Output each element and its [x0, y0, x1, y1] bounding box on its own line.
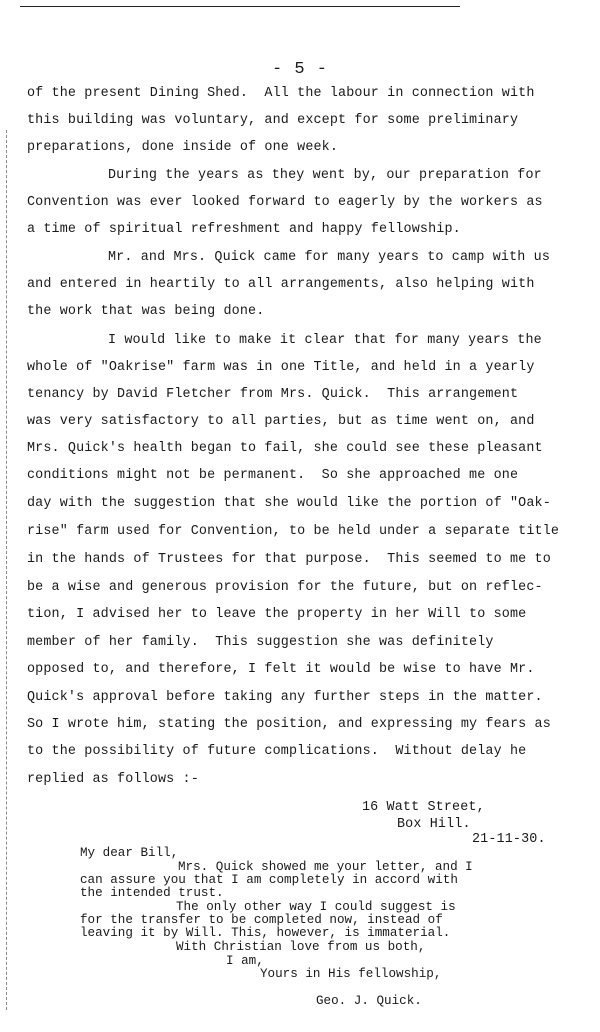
- letter-line: Mrs. Quick showed me your letter, and I: [178, 860, 473, 874]
- body-line: preparations, done inside of one week.: [27, 140, 339, 155]
- body-line: tion, I advised her to leave the property in her Will to some: [27, 607, 527, 622]
- body-line: in the hands of Trustees for that purpose. This seemed to me to: [27, 552, 551, 567]
- body-line: opposed to, and therefore, I felt it would be wise to have Mr.: [27, 662, 535, 677]
- page-number: - 5 -: [272, 60, 329, 79]
- letter-line: for the transfer to be completed now, instead of: [80, 913, 443, 927]
- scan-left-edge: [6, 130, 7, 1010]
- letter-signature: Geo. J. Quick.: [316, 994, 422, 1008]
- body-line: During the years as they went by, our preparation for: [108, 168, 542, 183]
- body-line: I would like to make it clear that for many years the: [108, 333, 542, 348]
- letter-line: With Christian love from us both,: [176, 940, 426, 954]
- body-line: be a wise and generous provision for the future, but on reflec-: [27, 580, 543, 595]
- body-line: conditions might not be permanent. So she approached me one: [27, 468, 519, 483]
- letter-closing: Yours in His fellowship,: [260, 967, 442, 981]
- letter-line: the intended trust.: [80, 886, 224, 900]
- body-line: Convention was ever looked forward to eagerly by the workers as: [27, 195, 543, 210]
- body-line: rise" farm used for Convention, to be held under a separate title: [27, 524, 560, 539]
- body-line: day with the suggestion that she would like the portion of "Oak-: [27, 496, 551, 511]
- body-line: Mrs. Quick's health began to fail, she could see these pleasant: [27, 441, 543, 456]
- letter-date: 21-11-30.: [472, 832, 546, 847]
- page-top-rule: [20, 6, 460, 7]
- body-line: the work that was being done.: [27, 304, 265, 319]
- letter-address-street: 16 Watt Street,: [362, 800, 485, 815]
- letter-line: leaving it by Will. This, however, is immaterial.: [80, 926, 451, 940]
- body-line: So I wrote him, stating the position, and expressing my fears as: [27, 717, 551, 732]
- letter-line: can assure you that I am completely in accord with: [80, 873, 458, 887]
- letter-line: I am,: [226, 954, 264, 968]
- body-line: replied as follows :-: [27, 772, 199, 787]
- body-line: of the present Dining Shed. All the labour in connection with: [27, 86, 535, 101]
- letter-line: The only other way I could suggest is: [176, 900, 456, 914]
- body-line: Quick's approval before taking any further steps in the matter.: [27, 690, 543, 705]
- body-line: whole of "Oakrise" farm was in one Title, and held in a yearly: [27, 360, 535, 375]
- body-line: was very satisfactory to all parties, but as time went on, and: [27, 414, 535, 429]
- body-line: a time of spiritual refreshment and happy fellowship.: [27, 222, 461, 237]
- body-line: and entered in heartily to all arrangements, also helping with: [27, 277, 535, 292]
- body-line: Mr. and Mrs. Quick came for many years to camp with us: [108, 250, 551, 265]
- body-line: to the possibility of future complications. Without delay he: [27, 744, 527, 759]
- body-line: this building was voluntary, and except for some preliminary: [27, 113, 519, 128]
- letter-address-suburb: Box Hill.: [397, 817, 471, 832]
- body-line: member of her family. This suggestion she was definitely: [27, 635, 494, 650]
- letter-salutation: My dear Bill,: [80, 846, 179, 860]
- body-line: tenancy by David Fletcher from Mrs. Quick. This arrangement: [27, 387, 519, 402]
